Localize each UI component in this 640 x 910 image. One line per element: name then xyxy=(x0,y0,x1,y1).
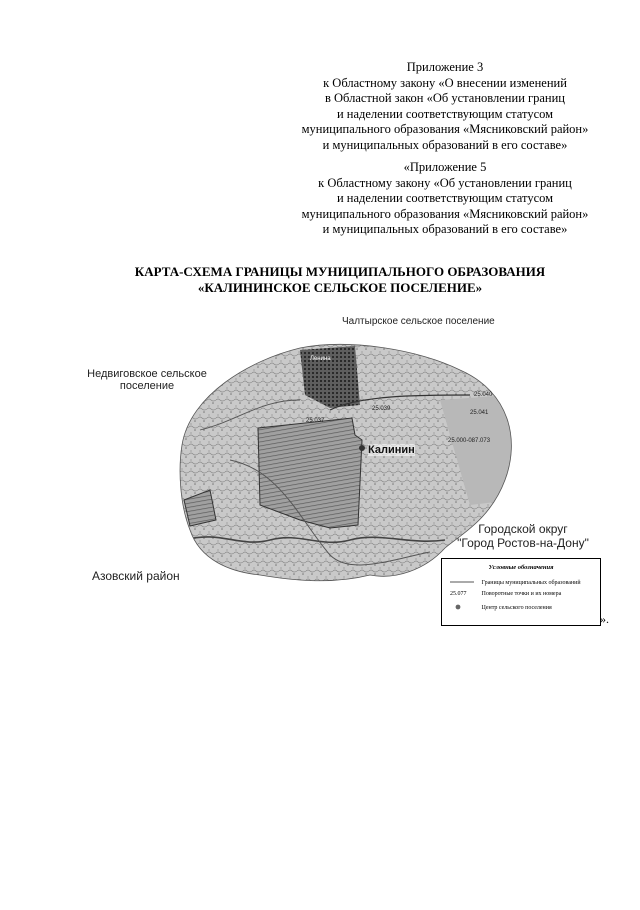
point-code: 25.077 xyxy=(450,591,467,597)
appendix3-line: к Областному закону «О внесении изменений xyxy=(323,75,567,90)
label-west-neighbor xyxy=(82,368,212,392)
label-point: 25.039 xyxy=(372,406,391,412)
label-point: 25.040 xyxy=(474,392,493,398)
center-dot-icon xyxy=(450,604,474,612)
label-point: 25.000-087.073 xyxy=(448,438,491,444)
legend-item-center xyxy=(450,604,552,612)
label-southwest-neighbor: Азовский район xyxy=(92,569,180,583)
appendix5-heading: «Приложение 5 xyxy=(403,160,487,174)
map-title-line2: «КАЛИНИНСКОЕ СЕЛЬСКОЕ ПОСЕЛЕНИЕ» xyxy=(197,280,483,295)
label-west-line1: Недвиговское сельское xyxy=(87,368,207,380)
appendix5-line: и муниципальных образований в его составе» xyxy=(322,222,568,236)
label-west-line2: поселение xyxy=(119,380,175,392)
appendix5-line: муниципального образования «Мясниковский район» xyxy=(301,206,589,221)
legend-title: Условные обозначения xyxy=(488,564,554,571)
map-title-line1: КАРТА-СХЕМА ГРАНИЦЫ МУНИЦИПАЛЬНОГО ОБРАЗОВАНИЯ xyxy=(134,264,546,279)
label-settlement: Калинин xyxy=(368,444,415,456)
label-east-neighbor xyxy=(438,522,608,550)
map-legend xyxy=(441,558,601,626)
label-east-line1: Городской округ xyxy=(478,522,568,536)
boundary-line-icon xyxy=(450,579,474,587)
appendix3-line: муниципального образования «Мясниковский район» xyxy=(301,122,589,136)
legend-item-points xyxy=(450,591,561,597)
closing-mark: ». xyxy=(600,612,609,626)
appendix3-heading: Приложение 3 xyxy=(406,60,484,74)
legend-label: Центр сельского поселения xyxy=(481,605,552,611)
map-territory xyxy=(170,330,530,590)
appendix3-line: в Областной закон «Об установлении границ xyxy=(324,91,565,105)
appendix5-line: к Областному закону «Об установлении границ xyxy=(318,175,572,190)
legend-item-boundary xyxy=(450,579,581,587)
legend-label: Поворотные точки и их номера xyxy=(481,591,562,597)
legend-label: Границы муниципальных образований xyxy=(481,580,581,586)
label-east-line2: "Город Ростов-на-Дону" xyxy=(457,536,589,550)
appendix3-line: и наделении соответствующим статусом xyxy=(336,106,554,121)
settlement-center-dot xyxy=(359,445,365,451)
appendix5-line: и наделении соответствующим статусом xyxy=(336,191,554,205)
appendix3-line: и муниципальных образований в его составе» xyxy=(322,137,568,152)
label-north-neighbor: Чалтырское сельское поселение xyxy=(342,316,495,327)
label-point: 25.037 xyxy=(306,418,325,424)
label-point: 25.041 xyxy=(470,410,489,416)
label-village-north: Ленина xyxy=(310,356,331,362)
